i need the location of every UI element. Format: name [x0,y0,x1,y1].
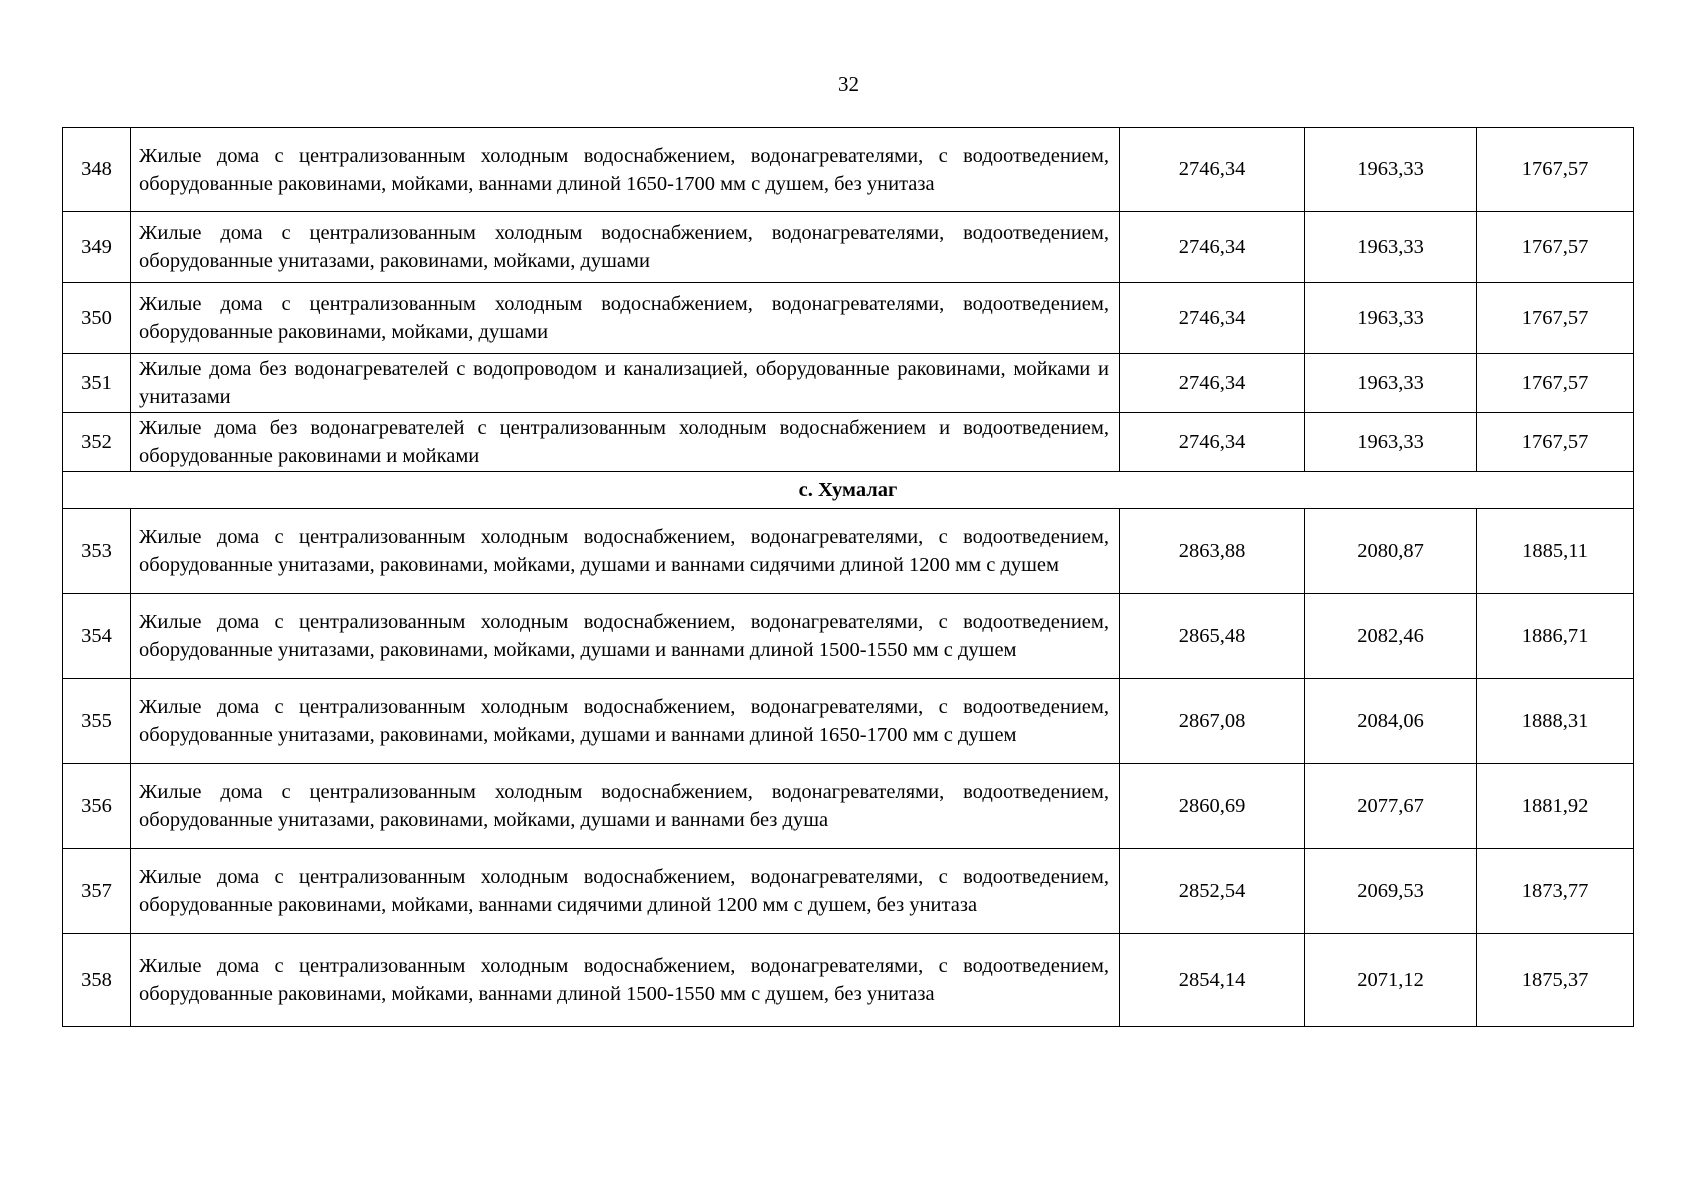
row-value-1: 2746,34 [1120,354,1305,413]
row-value-1: 2863,88 [1120,509,1305,594]
row-number: 357 [63,849,131,934]
row-number: 355 [63,679,131,764]
row-value-1: 2854,14 [1120,934,1305,1027]
table-row [63,594,1634,679]
table-row [63,354,1634,413]
row-number: 356 [63,764,131,849]
page-number: 32 [838,72,859,96]
row-value-3: 1886,71 [1477,594,1634,679]
row-number: 354 [63,594,131,679]
row-description: Жилые дома с централизованным холодным водоснабжением, водонагревателями, с водоотведением, оборудованные раковинами, мойками, ваннами длиной 1500-1550 мм с душем, без унитаза [131,934,1120,1027]
row-number: 353 [63,509,131,594]
row-value-3: 1767,57 [1477,354,1634,413]
row-value-3: 1767,57 [1477,212,1634,283]
row-description: Жилые дома с централизованным холодным водоснабжением, водонагревателями, водоотведением, оборудованные раковинами, мойками, душами [131,283,1120,354]
row-value-1: 2860,69 [1120,764,1305,849]
row-description: Жилые дома без водонагревателей с водопроводом и канализацией, оборудованные раковинами, мойками и унитазами [131,354,1120,413]
row-number: 350 [63,283,131,354]
tariff-table [62,127,1634,1027]
row-number: 352 [63,413,131,472]
row-value-2: 1963,33 [1305,413,1477,472]
row-value-2: 2084,06 [1305,679,1477,764]
table-row [63,934,1634,1027]
row-description: Жилые дома с централизованным холодным водоснабжением, водонагревателями, с водоотведением, оборудованные унитазами, раковинами, мойками, душами и ваннами сидячими длиной 1200 мм с душем [131,509,1120,594]
row-value-2: 1963,33 [1305,212,1477,283]
row-value-1: 2867,08 [1120,679,1305,764]
row-value-2: 1963,33 [1305,354,1477,413]
row-number: 358 [63,934,131,1027]
row-description: Жилые дома с централизованным холодным водоснабжением, водонагревателями, с водоотведением, оборудованные унитазами, раковинами, мойками, душами и ваннами длиной 1650-1700 мм с душем [131,679,1120,764]
row-value-2: 2069,53 [1305,849,1477,934]
table-row [63,849,1634,934]
row-value-2: 1963,33 [1305,283,1477,354]
table-row [63,764,1634,849]
row-description: Жилые дома без водонагревателей с централизованным холодным водоснабжением и водоотведением, оборудованные раковинами и мойками [131,413,1120,472]
table-row [63,679,1634,764]
row-description: Жилые дома с централизованным холодным водоснабжением, водонагревателями, с водоотведением, оборудованные унитазами, раковинами, мойками, душами и ваннами длиной 1500-1550 мм с душем [131,594,1120,679]
row-value-3: 1881,92 [1477,764,1634,849]
row-value-3: 1885,11 [1477,509,1634,594]
row-value-1: 2852,54 [1120,849,1305,934]
row-value-3: 1767,57 [1477,413,1634,472]
row-value-1: 2746,34 [1120,212,1305,283]
table-row [63,128,1634,212]
table-row [63,413,1634,472]
row-value-3: 1875,37 [1477,934,1634,1027]
row-value-2: 1963,33 [1305,128,1477,212]
row-value-3: 1873,77 [1477,849,1634,934]
row-value-2: 2080,87 [1305,509,1477,594]
row-value-1: 2746,34 [1120,413,1305,472]
table-row [63,509,1634,594]
row-description: Жилые дома с централизованным холодным водоснабжением, водонагревателями, водоотведением, оборудованные унитазами, раковинами, мойками, душами [131,212,1120,283]
row-value-1: 2746,34 [1120,128,1305,212]
row-number: 348 [63,128,131,212]
row-value-2: 2077,67 [1305,764,1477,849]
row-value-2: 2082,46 [1305,594,1477,679]
table-row [63,212,1634,283]
row-description: Жилые дома с централизованным холодным водоснабжением, водонагревателями, с водоотведением, оборудованные раковинами, мойками, ваннами длиной 1650-1700 мм с душем, без унитаза [131,128,1120,212]
row-value-2: 2071,12 [1305,934,1477,1027]
row-value-3: 1767,57 [1477,128,1634,212]
row-value-1: 2746,34 [1120,283,1305,354]
section-row [63,472,1634,509]
row-number: 351 [63,354,131,413]
row-value-3: 1767,57 [1477,283,1634,354]
row-value-1: 2865,48 [1120,594,1305,679]
row-description: Жилые дома с централизованным холодным водоснабжением, водонагревателями, с водоотведением, оборудованные раковинами, мойками, ваннами сидячими длиной 1200 мм с душем, без унитаза [131,849,1120,934]
table-row [63,283,1634,354]
row-number: 349 [63,212,131,283]
section-title: с. Хумалаг [63,472,1634,509]
row-value-3: 1888,31 [1477,679,1634,764]
row-description: Жилые дома с централизованным холодным водоснабжением, водонагревателями, водоотведением, оборудованные унитазами, раковинами, мойками, душами и ваннами без душа [131,764,1120,849]
